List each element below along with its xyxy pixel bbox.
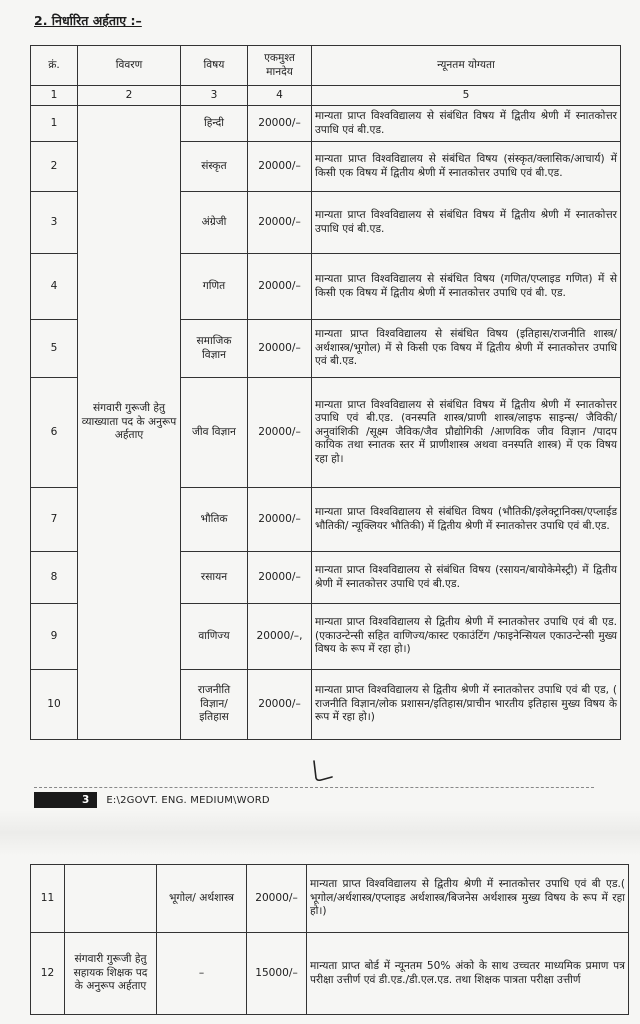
row-pay: 20000/–, — [248, 604, 312, 670]
col-number: 2 — [78, 86, 181, 106]
header-serial: क्रं. — [31, 46, 78, 86]
row-qualification: मान्यता प्राप्त बोर्ड में न्यूनतम 50% अंको के साथ उच्चतर माध्यमिक प्रमाण पत्र परीक्षा उत्तीर्ण एवं डी.एड./डी.एल.एड. तथा शिक्षक पात्रता परीक्षा उत्तीर्ण — [307, 933, 629, 1015]
row-description: संगवारी गुरूजी हेतु सहायक शिक्षक पद के अनुरूप अर्हताए — [65, 933, 157, 1015]
row-qualification: मान्यता प्राप्त विश्वविद्यालय से संबंधित विषय में द्वितीय श्रेणी में स्नातकोत्तर उपाधि एवं बी.एड. (वनस्पति शास्त्र/प्राणी शास्त्र/लाइफ साइन्स/ जैविकी/अनुवांशिकी /सूक्ष्म जैविक/जैव प्रौद्योगिकी /आणविक जीव विज्ञान /पादप कायिक तथा स्नातक स्तर में प्राणीशास्त्र अथवा वनस्पति शास्त्र) में एक विषय रहा हो। — [312, 378, 621, 488]
row-number: 7 — [31, 488, 78, 552]
row-qualification: मान्यता प्राप्त विश्वविद्यालय से संबंधित विषय (रसायन/बायोकेमेस्ट्री) में द्वितीय श्रेणी में स्नातकोत्तर उपाधि एवं बी.एड. — [312, 552, 621, 604]
col-number: 5 — [312, 86, 621, 106]
row-pay: 20000/– — [248, 552, 312, 604]
row-subject: वाणिज्य — [181, 604, 248, 670]
row-number: 9 — [31, 604, 78, 670]
row-subject: संस्कृत — [181, 142, 248, 192]
row-pay: 20000/– — [248, 670, 312, 740]
row-qualification: मान्यता प्राप्त विश्वविद्यालय से संबंधित विषय में द्वितीय श्रेणी में स्नातकोत्तर उपाधि एवं बी.एड. — [312, 192, 621, 254]
table-row — [31, 933, 629, 1015]
row-subject: गणित — [181, 254, 248, 320]
row-number: 3 — [31, 192, 78, 254]
row-qualification: मान्यता प्राप्त विश्वविद्यालय से संबंधित विषय (गणित/एप्लाइड गणित) में से किसी एक विषय में द्वितीय श्रेणी में स्नातकोत्तर उपाधि एवं बी. एड. — [312, 254, 621, 320]
row-pay: 20000/– — [248, 488, 312, 552]
row-pay: 20000/– — [248, 320, 312, 378]
row-pay: 20000/– — [248, 142, 312, 192]
row-subject: – — [157, 933, 247, 1015]
row-number: 5 — [31, 320, 78, 378]
row-subject: हिन्दी — [181, 106, 248, 142]
group-description: संगवारी गुरूजी हेतु व्याख्याता पद के अनुरूप अर्हताए — [78, 106, 181, 740]
col-number: 4 — [248, 86, 312, 106]
row-subject: अंग्रेजी — [181, 192, 248, 254]
row-pay: 20000/– — [248, 192, 312, 254]
file-path: E:\2GOVT. ENG. MEDIUM\WORD — [106, 795, 270, 806]
row-subject: भौतिक — [181, 488, 248, 552]
row-number: 8 — [31, 552, 78, 604]
row-subject: रसायन — [181, 552, 248, 604]
header-description: विवरण — [78, 46, 181, 86]
page-gap — [0, 810, 640, 856]
row-subject: समाजिक विज्ञान — [181, 320, 248, 378]
row-subject: भूगोल/ अर्थशास्त्र — [157, 865, 247, 933]
page-footer — [34, 787, 594, 806]
row-description — [65, 865, 157, 933]
col-number: 1 — [31, 86, 78, 106]
row-qualification: मान्यता प्राप्त विश्वविद्यालय से संबंधित विषय (इतिहास/राजनीति शास्त्र/ अर्थशास्त्र/भूगोल) में से किसी एक विषय में द्वितीय श्रेणी में स्नातकोत्तर उपाधि एवं बी.एड. — [312, 320, 621, 378]
row-qualification: मान्यता प्राप्त विश्वविद्यालय से द्वितीय श्रेणी में स्नातकोत्तर उपाधि एवं बी एड.(एकाउन्टेन्सी सहित वाणिज्य/कास्ट एकाउंटिंग /फाइनेन्सियल एकाउन्टेन्सी मुख्य विषय के रूप में रहा हो।) — [312, 604, 621, 670]
row-number: 11 — [31, 865, 65, 933]
row-number: 12 — [31, 933, 65, 1015]
row-qualification: मान्यता प्राप्त विश्वविद्यालय से द्वितीय श्रेणी में स्नातकोत्तर उपाधि एवं बी एड.( भूगोल/अर्थशास्त्र/एप्लाइड अर्थशास्त्र/बिजनेस अर्थशास्त्र मुख्य विषय के रूप में रहा हो।) — [307, 865, 629, 933]
qualification-table-continued — [30, 864, 629, 1015]
row-qualification: मान्यता प्राप्त विश्वविद्यालय से संबंधित विषय में द्वितीय श्रेणी में स्नातकोत्तर उपाधि एवं बी.एड. — [312, 106, 621, 142]
table-header-row — [31, 46, 621, 86]
row-pay: 20000/– — [247, 865, 307, 933]
row-number: 6 — [31, 378, 78, 488]
row-pay: 20000/– — [248, 378, 312, 488]
header-honorarium: एकमुश्त मानदेय — [248, 46, 312, 86]
row-pay: 15000/– — [247, 933, 307, 1015]
row-qualification: मान्यता प्राप्त विश्वविद्यालय से संबंधित विषय (भौतिकी/इलेक्ट्रानिक्स/एप्लाईड भौतिकी/ न्यूक्लियर भौतिकी) में द्वितीय श्रेणी में स्नातकोत्तर उपाधि एवं बी.एड. — [312, 488, 621, 552]
row-number: 1 — [31, 106, 78, 142]
header-qualification: न्यूनतम योग्यता — [312, 46, 621, 86]
header-subject: विषय — [181, 46, 248, 86]
page-number: 3 — [34, 792, 97, 808]
table-row — [31, 865, 629, 933]
handwritten-mark-icon — [305, 758, 335, 784]
row-number: 2 — [31, 142, 78, 192]
row-subject: जीव विज्ञान — [181, 378, 248, 488]
row-subject: राजनीति विज्ञान/ इतिहास — [181, 670, 248, 740]
row-pay: 20000/– — [248, 106, 312, 142]
col-number: 3 — [181, 86, 248, 106]
qualification-table — [30, 45, 621, 740]
row-qualification: मान्यता प्राप्त विश्वविद्यालय से संबंधित विषय (संस्कृत/क्लासिक/आचार्य) में किसी एक विषय में द्वितीय श्रेणी में स्नातकोत्तर उपाधि एवं बी.एड. — [312, 142, 621, 192]
row-qualification: मान्यता प्राप्त विश्वविद्यालय से द्वितीय श्रेणी में स्नातकोत्तर उपाधि एवं बी एड, ( राजनीति विज्ञान/लोक प्रशासन/इतिहास/प्राचीन भारतीय इतिहास मुख्य विषय के रूप में रहा हो।) — [312, 670, 621, 740]
column-number-row — [31, 86, 621, 106]
row-pay: 20000/– — [248, 254, 312, 320]
row-number: 4 — [31, 254, 78, 320]
table-row — [31, 106, 621, 142]
row-number: 10 — [31, 670, 78, 740]
section-heading: 2. निर्धारित अर्हताए :– — [34, 13, 142, 28]
